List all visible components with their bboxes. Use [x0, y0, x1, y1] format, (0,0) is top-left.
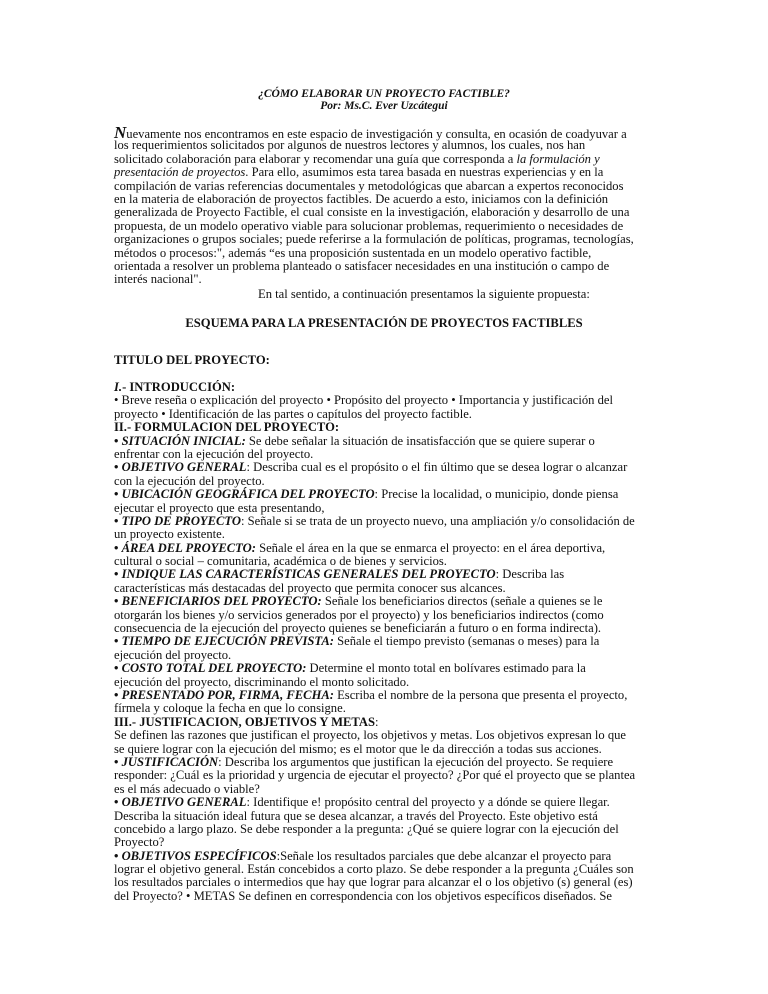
emphasis-run: OBJETIVOS ESPECÍFICOS	[121, 848, 277, 863]
emphasis-run: •	[114, 594, 122, 609]
emphasis-run: •	[114, 460, 122, 475]
text-run: : Describa las	[495, 567, 565, 582]
emphasis-run: presentación de proyectos	[114, 165, 246, 180]
text-run: con la ejecución del proyecto.	[114, 473, 265, 488]
emphasis-run: •	[114, 540, 122, 555]
text-line	[114, 273, 634, 286]
emphasis-run: III.- JUSTIFICACION, OBJETIVOS Y METAS	[114, 714, 375, 729]
text-run: compilación de varias referencias documentales y metodológicas que abarcan a expertos reconocidos	[114, 178, 624, 193]
emphasis-run: •	[114, 513, 122, 528]
text-line	[114, 381, 635, 394]
text-line	[114, 180, 634, 193]
text-line	[114, 850, 635, 863]
text-line	[114, 743, 635, 756]
text-run: : Describa los argumentos que justifican la ejecución del proyecto. Se requiere	[218, 754, 614, 769]
text-line	[114, 783, 635, 796]
text-line	[114, 662, 635, 675]
text-run: fírmela y coloque la fecha en que lo consigne.	[114, 701, 346, 716]
text-run: concebido a largo plazo. Se debe responder a la pregunta: ¿Qué se quiere lograr con la ejecución del	[114, 821, 619, 836]
text-line	[114, 568, 635, 581]
text-run: responder: ¿Cuál es la prioridad y urgencia de ejecutar el proyecto? ¿Por qué el proyecto que se plantea	[114, 768, 636, 783]
text-line	[114, 153, 634, 166]
text-run: . Para ello, asumimos esta tarea basada en nuestras experiencias y en la	[245, 165, 604, 180]
text-run: ejecución del proyecto.	[114, 647, 232, 662]
text-line	[114, 206, 634, 219]
text-line	[114, 863, 635, 876]
text-line	[114, 595, 635, 608]
text-line	[114, 702, 635, 715]
text-run: ejecutar el proyecto que esta presentando,	[114, 500, 325, 515]
text-line	[114, 555, 635, 568]
text-line	[114, 193, 634, 206]
emphasis-run: TIEMPO DE EJECUCIÓN PREVISTA:	[121, 634, 334, 649]
text-run: Señale el tiempo previsto (semanas o meses) para la	[333, 634, 600, 649]
text-run: : Describa cual es el propósito o el fin último que se desea lograr o alcanzar	[246, 460, 628, 475]
text-run: ejecución del proyecto, discriminando el monto solicitado.	[114, 674, 410, 689]
text-line	[114, 810, 635, 823]
text-run: solicitado colaboración para elaborar y recomendar una guía que corresponda a	[114, 151, 517, 166]
text-run: interés nacional".	[114, 272, 202, 287]
text-line	[114, 123, 634, 142]
text-run: :	[375, 714, 379, 729]
text-line	[114, 394, 635, 407]
emphasis-run: •	[114, 634, 122, 649]
text-line	[114, 233, 634, 246]
text-line	[114, 461, 635, 474]
text-run: se quiere lograr con la ejecución del mismo; es el motor que le da dirección a todas sus acciones.	[114, 741, 602, 756]
text-run: en la materia de elaboración de proyectos factibles. De acuerdo a esto, iniciamos con la definición	[114, 191, 609, 206]
text-run: propuesta, de un modelo operativo viable para solucionar problemas, requerimiento o necesidades de	[114, 218, 624, 233]
emphasis-run: INDIQUE LAS CARACTERÍSTICAS GENERALES DEL PROYECTO	[121, 567, 496, 582]
text-line	[114, 448, 635, 461]
intro-paragraph	[114, 123, 634, 287]
text-line	[114, 622, 635, 635]
text-run: del Proyecto? • METAS Se definen en correspondencia con los objetivos específicos diseñados. Se	[114, 888, 612, 903]
text-line	[114, 408, 635, 421]
emphasis-run: •	[114, 754, 122, 769]
emphasis-run: OBJETIVO GENERAL	[121, 460, 247, 475]
text-line	[114, 635, 635, 648]
scheme-body	[114, 381, 635, 903]
text-run: organizaciones o grupos sociales; puede referirse a la formulación de políticas, programas, tecnologías,	[114, 232, 634, 247]
text-run: proyecto • Identificación de las partes o capítulos del proyecto factible.	[114, 406, 472, 421]
text-run: : Señale si se trata de un proyecto nuevo, una ampliación y/o consolidación de	[240, 513, 635, 528]
text-line	[114, 729, 635, 742]
text-line	[114, 515, 635, 528]
emphasis-run: •	[114, 567, 122, 582]
text-line	[114, 139, 634, 152]
text-line	[114, 796, 635, 809]
emphasis-run: •	[114, 795, 122, 810]
text-run: características más destacadas del proyecto que permita conocer sus alcances.	[114, 580, 506, 595]
emphasis-run: •	[114, 487, 122, 502]
text-run: Determine el monto total en bolívares estimado para la	[306, 661, 586, 676]
project-title-label: TITULO DEL PROYECTO:	[114, 353, 270, 367]
document-title: ¿CÓMO ELABORAR UN PROYECTO FACTIBLE?	[258, 88, 510, 100]
text-run: métodos o procesos:", además “es una proposición sustentada en un modelo operativo factible,	[114, 245, 592, 260]
text-line	[114, 876, 635, 889]
text-run: Se debe señalar la situación de insatisfacción que se quiere superar o	[245, 433, 595, 448]
text-line	[114, 609, 635, 622]
text-run: enfrentar con la ejecución del proyecto.	[114, 446, 314, 461]
text-line	[114, 166, 634, 179]
text-line	[114, 823, 635, 836]
closing-sentence: En tal sentido, a continuación presentamos la siguiente propuesta:	[258, 287, 590, 301]
text-run: otorgarán los bienes y/o servicios generados por el proyecto) y los beneficiarios indirectos (como	[114, 607, 604, 622]
text-line	[114, 689, 635, 702]
text-run: consecuencia de la ejecución del proyecto quienes se beneficiarán a futuro o en forma indirecta).	[114, 621, 602, 636]
emphasis-run: SITUACIÓN INICIAL:	[121, 433, 246, 448]
emphasis-run: TIPO DE PROYECTO	[121, 513, 241, 528]
text-line	[114, 528, 635, 541]
emphasis-run: BENEFICIARIOS DEL PROYECTO:	[121, 594, 322, 609]
text-run: Se definen las razones que justifican el proyecto, los objetivos y metas. Los objetivos expresan lo que	[114, 728, 627, 743]
text-line	[114, 435, 635, 448]
text-line	[114, 488, 635, 501]
text-line	[114, 421, 635, 434]
text-run: : Identifique e! propósito central del proyecto y a dónde se quiere llegar.	[246, 795, 610, 810]
text-run: los requerimientos solicitados por algunos de nuestros lectores y alumnos, los cuales, nos han	[114, 138, 586, 153]
text-line	[114, 716, 635, 729]
text-run: : Precise la localidad, o municipio, donde piensa	[374, 487, 619, 502]
text-run: Señale los beneficiarios directos (señale a quienes se le	[321, 594, 603, 609]
text-line	[114, 649, 635, 662]
emphasis-run: •	[114, 687, 122, 702]
text-line	[114, 260, 634, 273]
text-line	[114, 676, 635, 689]
emphasis-run: COSTO TOTAL DEL PROYECTO:	[121, 661, 307, 676]
emphasis-run: •	[114, 848, 122, 863]
emphasis-run: •	[114, 661, 122, 676]
text-run: Señale el área en la que se enmarca el proyecto: en el área deportiva,	[255, 540, 606, 555]
text-run: generalizada de Proyecto Factible, el cual consiste en la investigación, elaboración y desarrollo de una	[114, 205, 630, 220]
emphasis-run: II.- FORMULACION DEL PROYECTO:	[114, 420, 340, 435]
emphasis-run: la formulación y	[516, 151, 600, 166]
text-line	[114, 247, 634, 260]
text-line	[114, 836, 635, 849]
text-run: lograr el objetivo general. Están concebidos a corto plazo. Se debe responder a la pregunta ¿Cuáles son	[114, 862, 634, 877]
text-line	[114, 756, 635, 769]
text-run: :Señale los resultados parciales que debe alcanzar el proyecto para	[276, 848, 612, 863]
emphasis-run: ÁREA DEL PROYECTO:	[121, 540, 256, 555]
emphasis-run: OBJETIVO GENERAL	[121, 795, 247, 810]
text-run: uevamente nos encontramos en este espacio de investigación y consulta, en ocasión de coadyuvar a	[126, 127, 627, 141]
scheme-heading: ESQUEMA PARA LA PRESENTACIÓN DE PROYECTOS FACTIBLES	[185, 316, 583, 330]
text-line	[114, 502, 635, 515]
text-run: • Breve reseña o explicación del proyecto • Propósito del proyecto • Importancia y justificación del	[114, 393, 613, 408]
emphasis-run: PRESENTADO POR, FIRMA, FECHA:	[121, 687, 334, 702]
text-line	[114, 582, 635, 595]
emphasis-run: UBICACIÓN GEOGRÁFICA DEL PROYECTO	[121, 487, 375, 502]
text-run: Describa la situación ideal futura que se desea alcanzar, a través del Proyecto. Este objetivo está	[114, 808, 598, 823]
text-line	[114, 769, 635, 782]
emphasis-run: JUSTIFICACIÓN	[121, 754, 219, 769]
text-run: un proyecto existente.	[114, 527, 225, 542]
text-line	[114, 220, 634, 233]
emphasis-run: N	[114, 123, 127, 142]
emphasis-run: •	[114, 433, 122, 448]
text-run: Proyecto?	[114, 835, 165, 850]
text-run: es el más adecuado o viable?	[114, 781, 260, 796]
document-header	[0, 88, 768, 112]
text-run: los resultados parciales o intermedios que hay que lograr para alcanzar el o los objetivo (s) general (es)	[114, 875, 633, 890]
text-run: cultural o social – comunitaria, académica o de bienes y servicios.	[114, 554, 447, 569]
emphasis-run: - INTRODUCCIÓN:	[122, 380, 236, 394]
text-run: orientada a resolver un problema planteado o satisfacer necesidades en una institución o campo de	[114, 258, 610, 273]
emphasis-run: I.	[114, 380, 123, 394]
text-line	[114, 542, 635, 555]
text-line	[114, 475, 635, 488]
text-line	[114, 890, 635, 903]
document-author: Por: Ms.C. Ever Uzcátegui	[320, 100, 448, 112]
text-run: Escriba el nombre de la persona que presenta el proyecto,	[333, 687, 628, 702]
